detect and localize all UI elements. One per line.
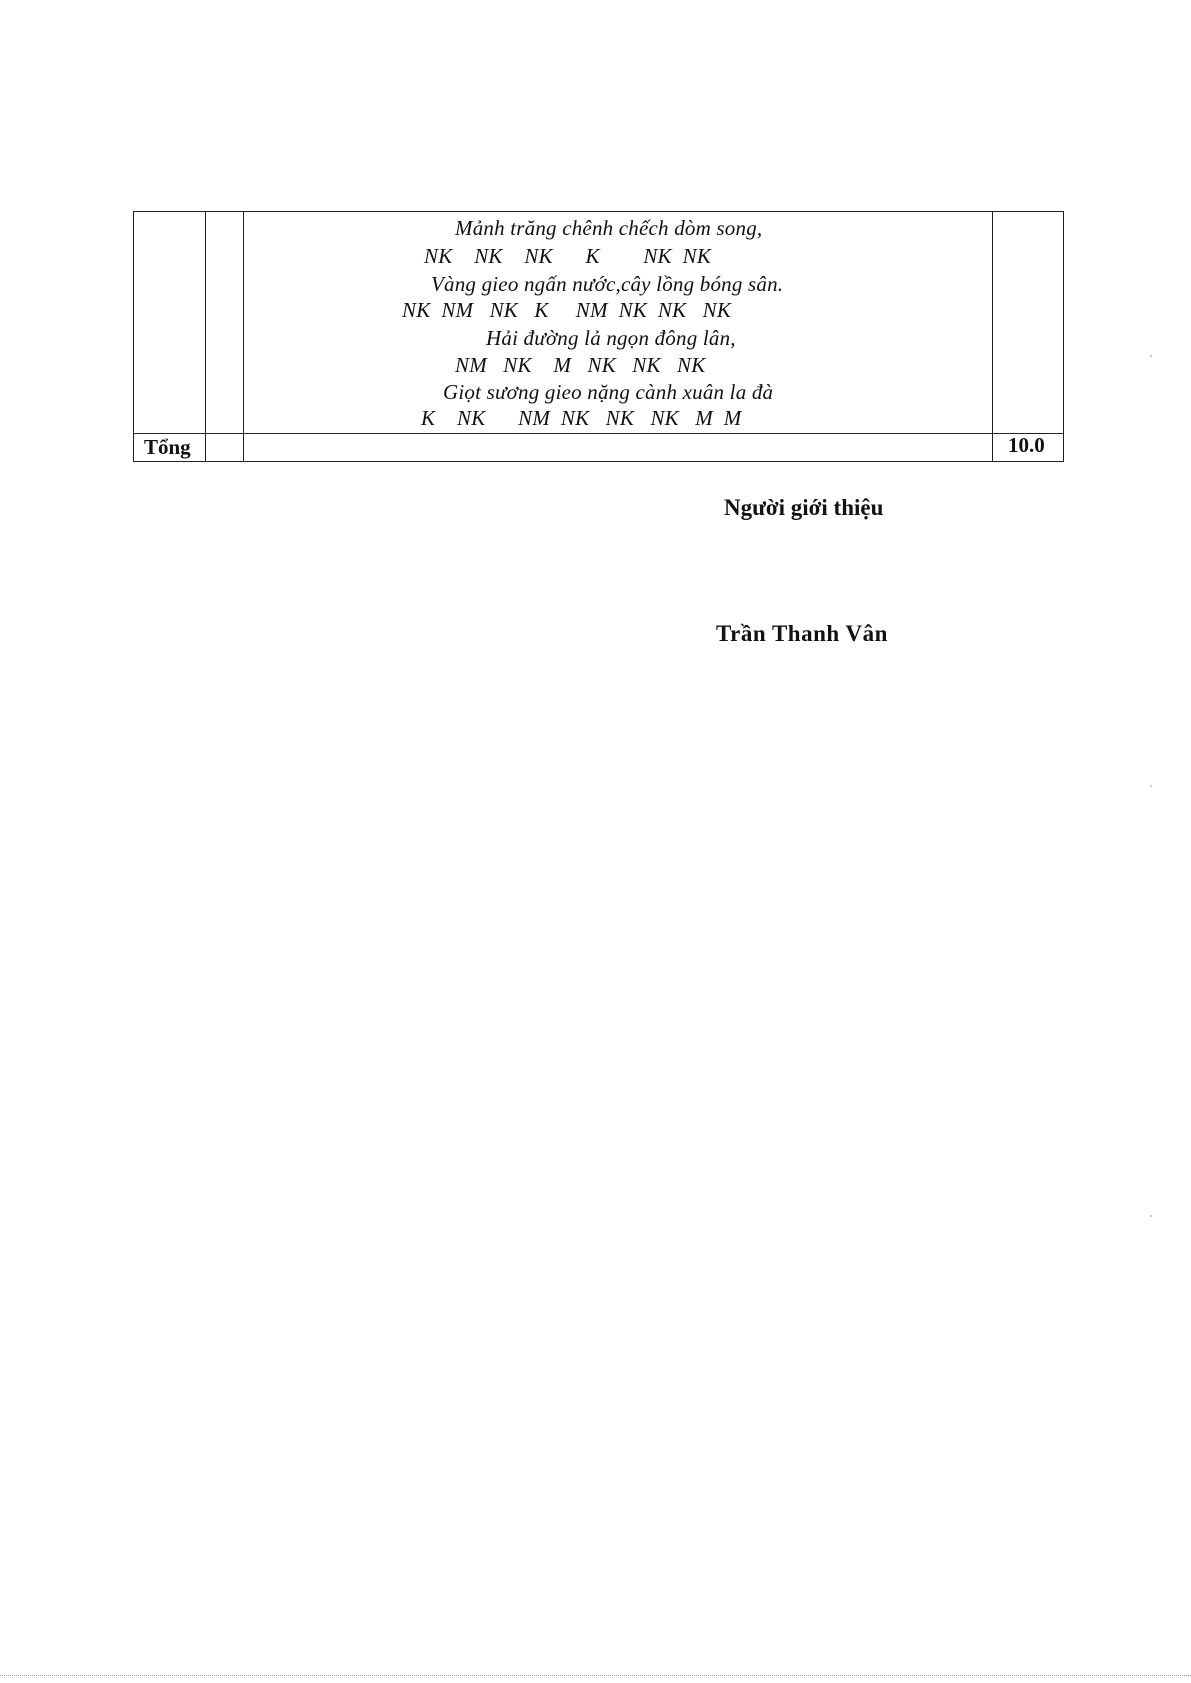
total-score: 10.0 — [1008, 433, 1045, 457]
scan-speck — [1150, 785, 1152, 787]
table-column-divider — [205, 211, 206, 462]
scan-speck — [1150, 355, 1152, 357]
scan-speck — [1150, 1215, 1152, 1217]
poem-verse-line: Mảnh trăng chênh chếch dòm song, — [455, 216, 763, 240]
tone-annotation-line: NM NK M NK NK NK — [455, 353, 706, 377]
poem-verse-line: Vàng gieo ngấn nước,cây lồng bóng sân. — [431, 272, 784, 296]
poem-verse-line: Hải đường lả ngọn đông lân, — [486, 326, 736, 350]
table-column-divider — [243, 211, 244, 462]
total-label: Tổng — [144, 435, 191, 459]
tone-annotation-line: NK NM NK K NM NK NK NK — [402, 298, 732, 322]
signer-role: Người giới thiệu — [724, 495, 884, 520]
table-row-divider — [133, 433, 1064, 434]
table-column-divider — [992, 211, 993, 462]
poem-verse-line: Giọt sương gieo nặng cành xuân la đà — [443, 380, 774, 404]
tone-annotation-line: NK NK NK K NK NK — [424, 244, 712, 268]
tone-annotation-line: K NK NM NK NK NK M M — [421, 406, 742, 430]
signer-name: Trần Thanh Vân — [716, 621, 888, 646]
scan-edge — [0, 1675, 1191, 1676]
